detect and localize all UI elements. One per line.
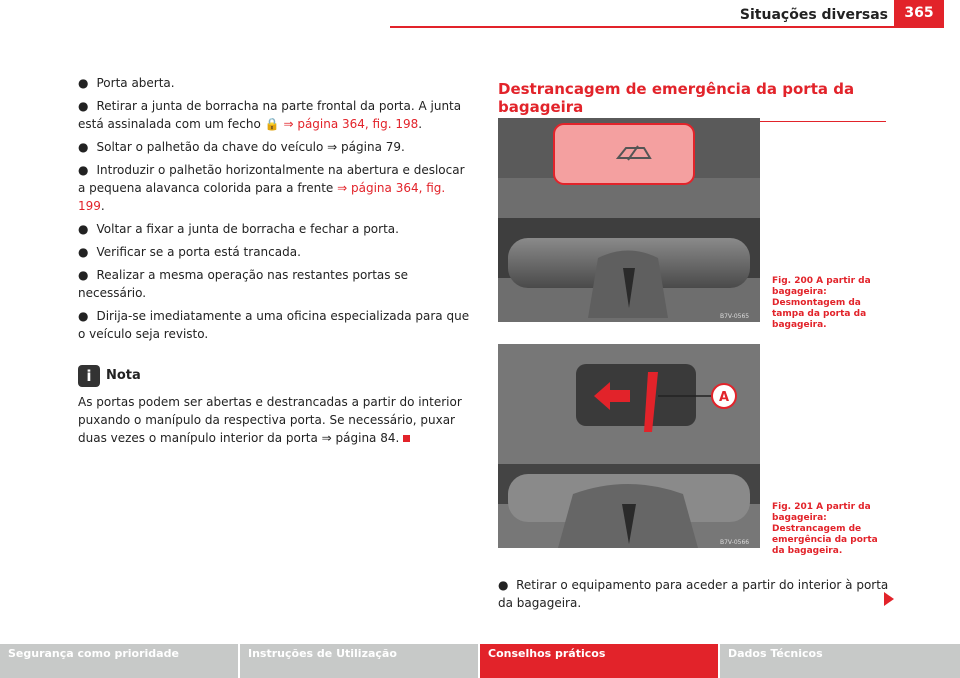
- figure-code: B7V-0566: [720, 539, 750, 546]
- list-item: ● Retirar a junta de borracha na parte frontal da porta. A junta está assinalada com um fecho 🔒 ⇒ página 364, fig. 198.: [78, 99, 462, 131]
- list-item: ● Verificar se a porta está trancada.: [78, 245, 301, 259]
- footer-nav: [0, 644, 960, 678]
- list-item: ● Porta aberta.: [78, 76, 175, 90]
- figure-201-illustration: [498, 344, 760, 548]
- list-item: ● Realizar a mesma operação nas restantes portas se necessário.: [78, 268, 408, 300]
- note-heading: i Nota: [78, 365, 470, 387]
- list-item: ● Voltar a fixar a junta de borracha e fechar a porta.: [78, 222, 399, 236]
- header-divider: [390, 26, 944, 28]
- section-title: Destrancagem de emergência da porta da bagageira: [498, 80, 886, 122]
- list-item: ● Dirija-se imediatamente a uma oficina especializada para que o veículo seja revisto.: [78, 309, 470, 341]
- left-column: [78, 74, 470, 447]
- note-text: As portas podem ser abertas e destrancadas a partir do interior puxando o manípulo da respectiva porta. Se necessário, puxar duas vezes o manípulo interior da porta ⇒ página 84.: [78, 395, 462, 445]
- footer-tab-dados[interactable]: Dados Técnicos: [720, 644, 960, 678]
- figure-code: B7V-0565: [720, 313, 750, 320]
- info-icon: i: [78, 365, 100, 387]
- figure-200-illustration: [498, 118, 760, 322]
- figure-201-caption: Fig. 201 A partir da bagageira: Destrancagem de emergência da porta da bagageira.: [772, 502, 878, 556]
- page-link[interactable]: ⇒ página 364, fig. 198: [283, 117, 419, 131]
- page-link[interactable]: ⇒ página 364, fig. 199: [78, 181, 446, 213]
- footer-tab-conselhos[interactable]: Conselhos práticos: [480, 644, 718, 678]
- next-page-arrow-icon[interactable]: [884, 592, 894, 606]
- page-title: Situações diversas: [739, 7, 888, 23]
- lock-icon: 🔒: [264, 117, 280, 131]
- list-item: ● Retirar o equipamento para aceder a partir do interior à porta da bagageira.: [498, 578, 889, 610]
- page-number: 365: [894, 0, 944, 26]
- figure-200-caption: Fig. 200 A partir da bagageira: Desmontagem da tampa da porta da bagageira.: [772, 276, 871, 330]
- list-item: ● Introduzir o palhetão horizontalmente na abertura e deslocar a pequena alavanca colorida para a frente ⇒ página 364, fig. 199.: [78, 163, 465, 213]
- list-item: ● Soltar o palhetão da chave do veículo ⇒ página 79.: [78, 140, 405, 154]
- callout-label-a: A: [719, 390, 730, 405]
- figure-201: [498, 344, 760, 548]
- section-end-icon: [403, 435, 410, 442]
- figure-200: [498, 118, 760, 322]
- footer-tab-instrucoes[interactable]: Instruções de Utilização: [240, 644, 478, 678]
- footer-tab-seguranca[interactable]: Segurança como prioridade: [0, 644, 238, 678]
